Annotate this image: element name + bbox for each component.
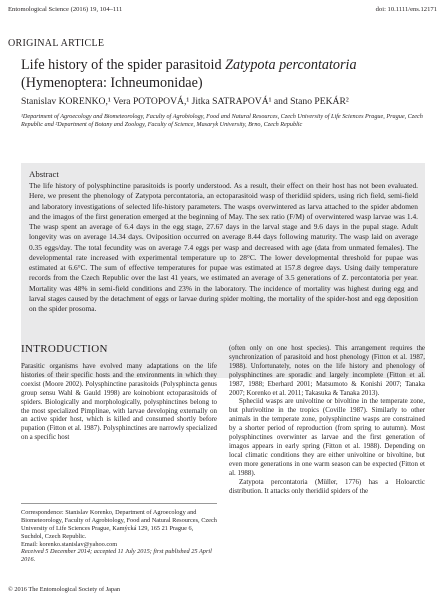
title-part-2: (Hymenoptera: Ichneumonidae) (21, 74, 203, 91)
article-type-label: ORIGINAL ARTICLE (8, 38, 105, 49)
intro-paragraph: Spheciid wasps are univoltine or bivoltine in the temperate zone, but plurivoltine in the tropics (Coville 1987). Similarly to other animals in the temperate zone, polysphinctine wasps are constrained by a shorter period of reproduction (from spring to autumn). Most polysphinctines overwinter as larvae and the first generation of imagos appears in early spring (Fitton et al. 1988). Depending on local climatic conditions they are either univoltine or bivoltine, but even more generations in one warm season can be expected (Fitton et al. 1988). (229, 397, 425, 477)
title-species: Zatypota percontatoria (225, 57, 357, 73)
running-head-journal: Entomological Science (2016) 19, 104–111 (8, 6, 123, 13)
abstract-heading: Abstract (29, 169, 59, 179)
intro-paragraph: (often only on one host species). This arrangement requires the synchronization of parasitoid and host phenology (Fitton et al. 1987, 1988). Unfortunately, notes on the life history and phenology of polysphinctines are sporadic and largely incomplete (Fitton et al. 1987, 1988; Eberhard 2001; Matsumoto & Konishi 2007; Tanaka 2007; Korenko et al. 2011; Takasuka & Tanaka 2013). (229, 344, 425, 397)
article-title (21, 57, 431, 92)
received-dates: Received 5 December 2014; accepted 11 July 2015; first published 25 April 2016. (21, 548, 212, 563)
intro-paragraph: Zatypota percontatoria (Müller, 1776) has a Holoarctic distribution. It attacks only theridiid spiders of the (229, 477, 425, 495)
affiliations: ¹Department of Agroecology and Biometeorology, Faculty of Agrobiology, Food and Natural Resources, Czech University of Life Sciences Prague, Prague, Czech Republic and ²Department of Botany and Zoology, Faculty of Science, Masaryk University, Brno, Czech Republic (21, 113, 423, 129)
copyright-footer: © 2016 The Entomological Society of Japan (8, 586, 121, 593)
intro-left-column (21, 362, 217, 442)
introduction-heading: INTRODUCTION (21, 343, 108, 355)
intro-right-column (229, 344, 425, 495)
abstract-text: The life history of polysphinctine parasitoids is poorly understood. As a result, their effect on their host has not been evaluated. Here, we present the phenology of Zatypota percontatoria, an ectoparasitoid wasp of theridiid spiders, using rich field, semi-field and laboratory investigations of selected life-history parameters. The wasps overwintered as larva attached to the spider abdomen and the imagos of the first generation emerged at the beginning of May. The sex ratio (F/M) of overwintered wasp larvae was 1.4. The wasp spent an average of 6.4 days in the egg stage, 27.67 days in the larval stage and 9.6 days in the pupal stage. Adult longevity was on average 14.34 days. Oviposition occurred on average 8.44 days following maturity. The wasp laid on average 0.35 eggs/day. The total fecundity was on average 7.4 eggs per wasp and decreased with age (data from unmated females). The developmental rate increased with experimental temperature up to 28°C. The lower developmental threshold for pupae was estimated at 6.6°C. The sum of effective temperatures for pupae was estimated at 157.8 degree days. Using daily temperature records from the Czech Republic over the last 41 years, we estimated an average of 3.5 generations of Z. percontatoria per year. Mortality was 48% in semi-field conditions and 23% in the laboratory. The incidence of mortality was highest during egg and larval stages caused by the detachment of eggs or larvae during spider molting, the mortality of the spider-host and egg deposition on the spider prosoma. (29, 181, 418, 313)
running-head-doi[interactable]: doi: 10.1111/ens.12171 (375, 6, 437, 13)
correspondence-note (21, 509, 217, 549)
correspondence-address: Correspondence: Stanislav Korenko, Department of Agroecology and Biometeorology, Faculty of Agrobiology, Food and Natural Resources, Czech University of Life Sciences Prague, Kamýcká 129, 165 21 Prague 6, Suchdol, Czech Republic. (21, 509, 217, 540)
footnote-divider (21, 503, 217, 504)
correspondence-email[interactable]: Email: korenko.stanislav@yahoo.com (21, 540, 118, 548)
author-list: Stanislav KORENKO,¹ Vera POTOPOVÁ,¹ Jitka SATRAPOVÁ¹ and Stano PEKÁR² (21, 96, 349, 107)
title-part-1: Life history of the spider parasitoid (21, 57, 226, 73)
intro-paragraph: Parasitic organisms have evolved many adaptations on the life histories of their specific hosts and the environments in which they coexist (Moore 2002). Polysphinctine parasitoids (Polysphincta genus group sensu Wahl & Gauld 1998) are koinobiont ectoparasitoids of spiders. Biologically and morphologically, polysphinctines belong to the most specialized Pimplinae, with larvae developing externally on an active spider host, which is killed and consumed shortly before pupation (Fitton et al. 1987). Polysphinctines are narrowly specialized on a specific host (21, 362, 217, 442)
